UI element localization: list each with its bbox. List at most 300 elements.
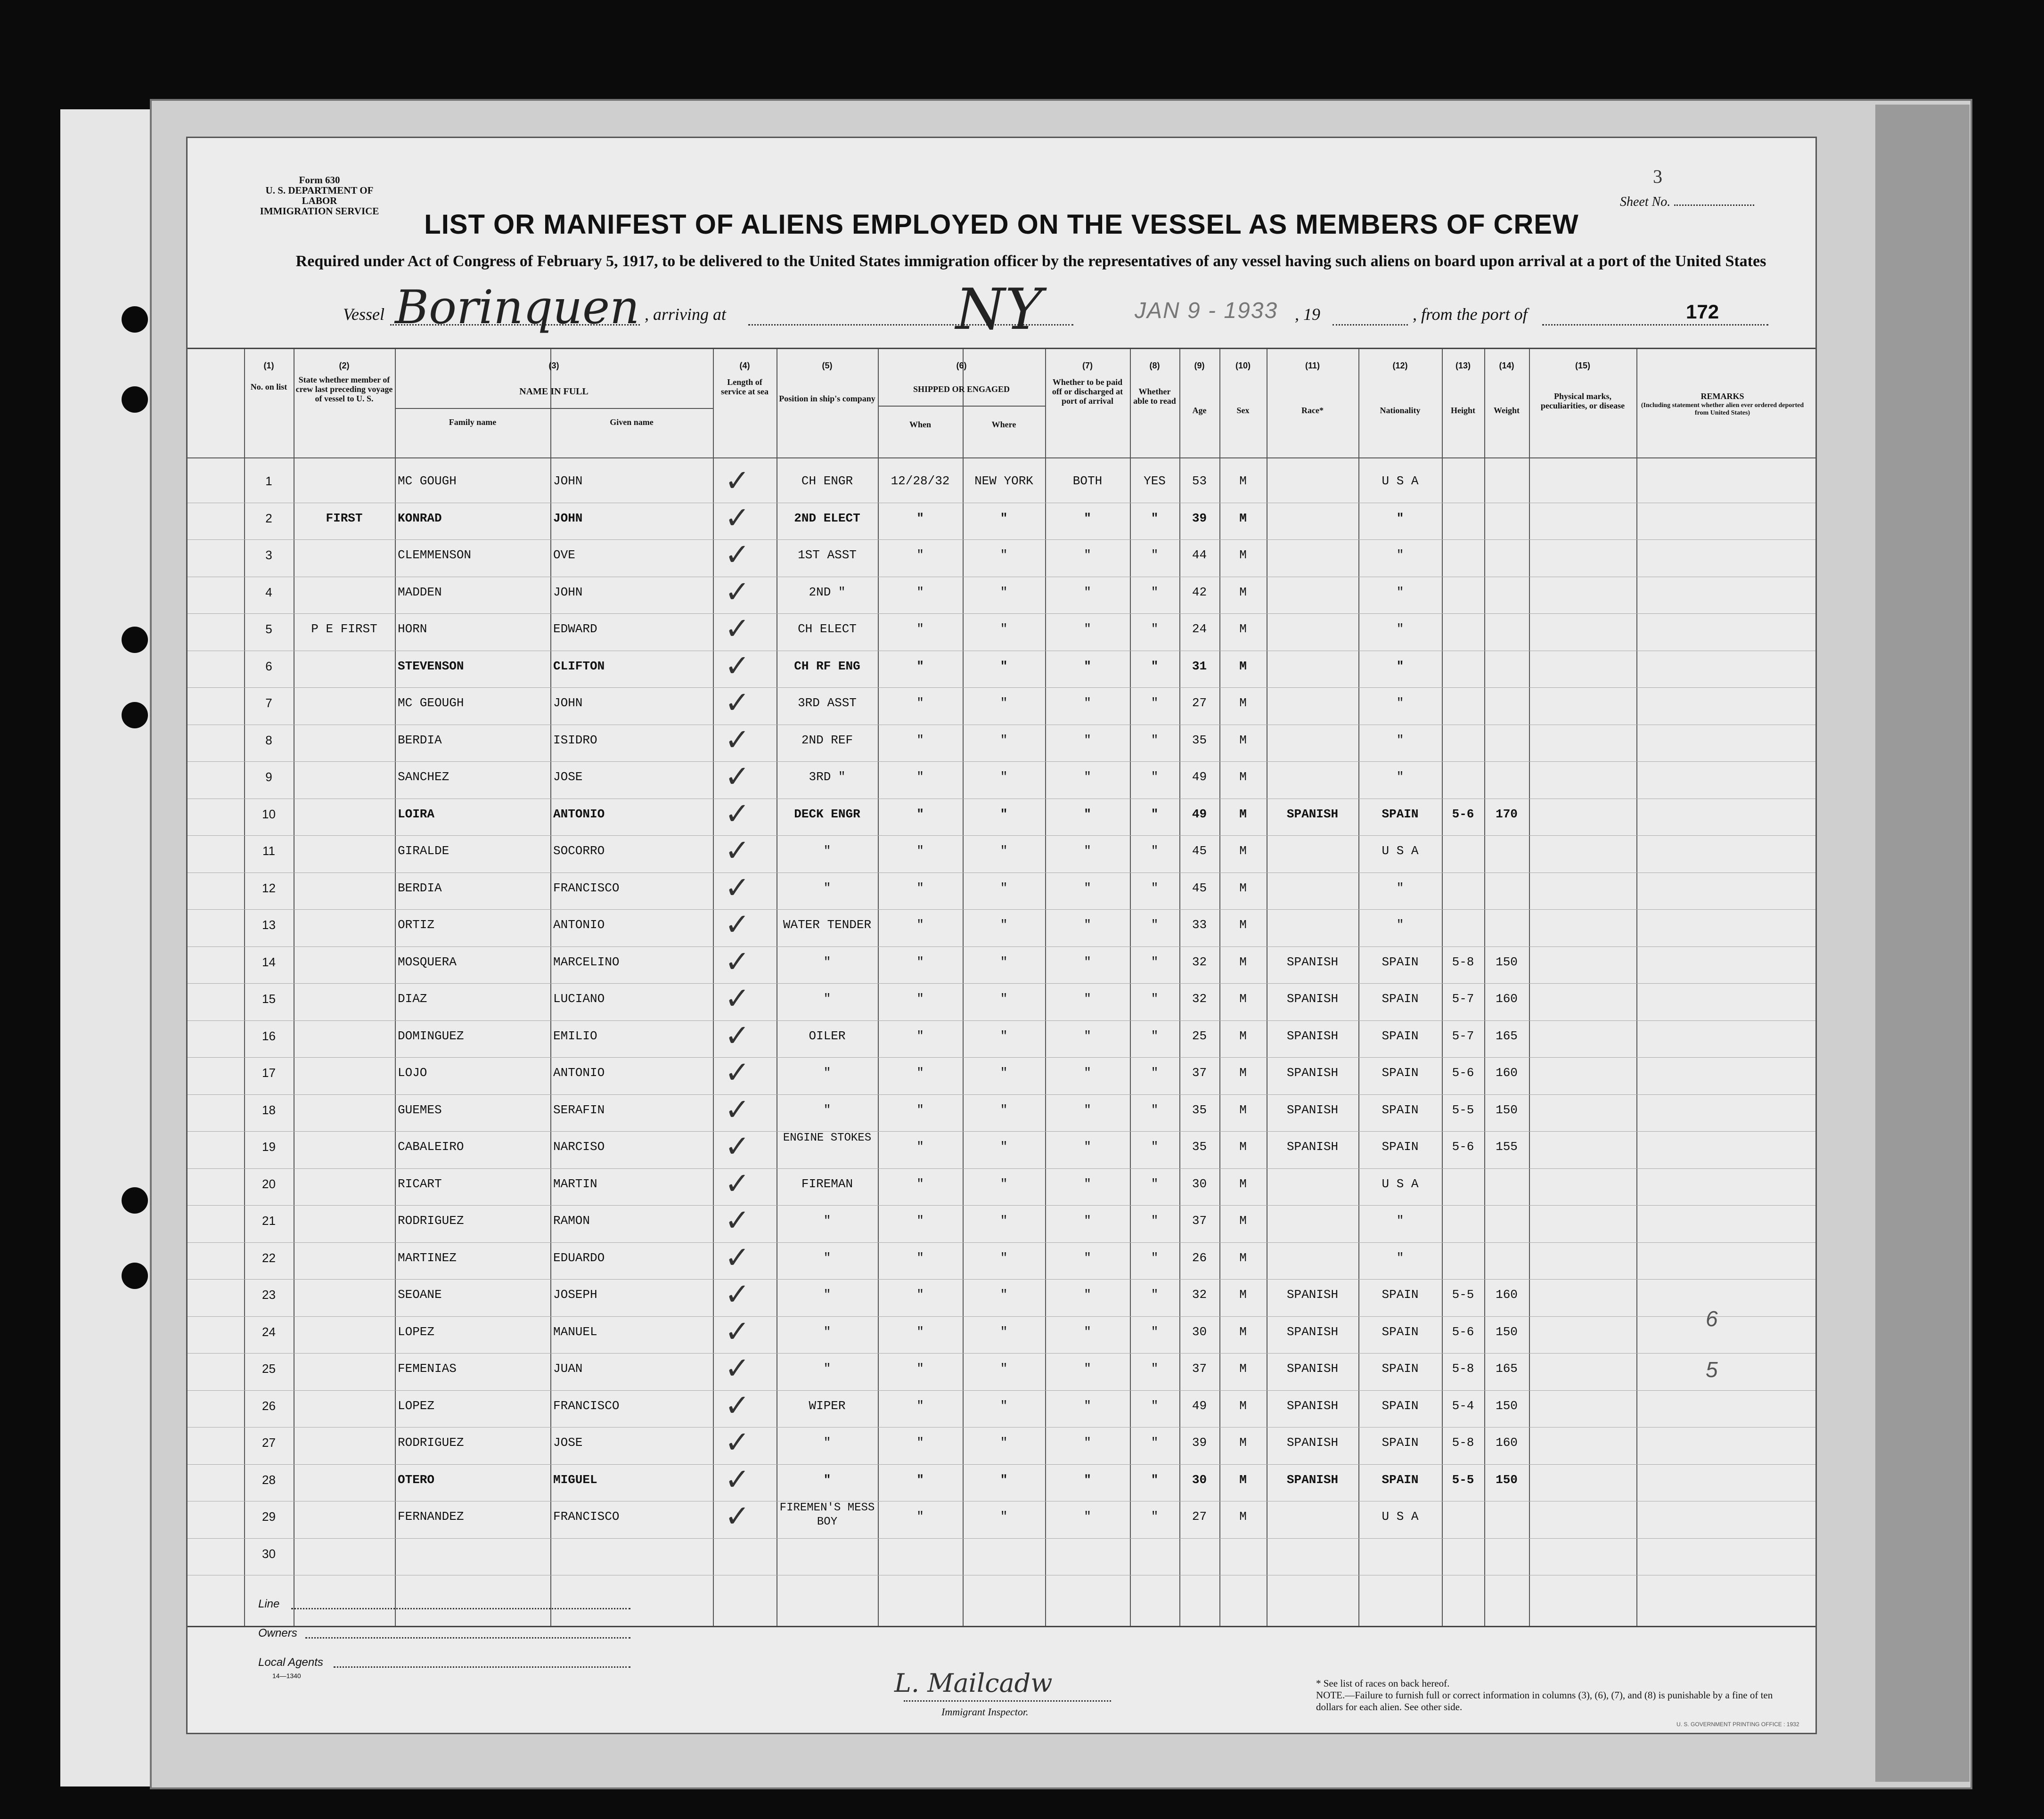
- row-when: ": [916, 1250, 924, 1265]
- crew-table: [188, 348, 1815, 1627]
- row-nationality: SPAIN: [1382, 1102, 1419, 1117]
- checkmark: ✓: [725, 1166, 750, 1201]
- row-paid-off: ": [1084, 1398, 1091, 1413]
- row-paid-off: ": [1084, 1250, 1091, 1265]
- row-number: 17: [262, 1066, 276, 1080]
- row-weight: 150: [1496, 1398, 1518, 1413]
- row-height: 5-8: [1452, 1362, 1474, 1376]
- row-given-name: JOSEPH: [553, 1288, 597, 1302]
- row-family-name: MADDEN: [398, 585, 442, 599]
- row-given-name: OVE: [553, 548, 575, 562]
- row-family-name: HORN: [398, 622, 427, 636]
- row-where: ": [1000, 954, 1008, 969]
- row-family-name: FERNANDEZ: [398, 1509, 464, 1524]
- row-position: 3RD ASST: [798, 696, 857, 710]
- row-sex: M: [1239, 770, 1247, 784]
- sheet-number-field: [1620, 195, 1754, 210]
- row-given-name: MIGUEL: [553, 1472, 597, 1487]
- row-where: ": [1000, 1288, 1008, 1302]
- checkmark: ✓: [725, 1462, 750, 1497]
- row-given-name: MARTIN: [553, 1176, 597, 1191]
- row-able-read: ": [1151, 1436, 1159, 1450]
- row-position: ": [823, 992, 831, 1006]
- row-nationality: U S A: [1382, 1176, 1419, 1191]
- row-where: ": [1000, 1176, 1008, 1191]
- row-weight: 150: [1496, 1324, 1518, 1339]
- row-age: 39: [1192, 1436, 1207, 1450]
- row-paid-off: ": [1084, 1472, 1091, 1487]
- column-rule: [1045, 349, 1046, 1626]
- row-position: ": [823, 1362, 831, 1376]
- row-paid-off: ": [1084, 1066, 1091, 1080]
- row-paid-off: ": [1084, 1028, 1091, 1043]
- row-number: 4: [265, 585, 272, 599]
- row-race: SPANISH: [1286, 1324, 1339, 1339]
- row-number: 20: [262, 1176, 276, 1191]
- row-nationality: ": [1396, 696, 1404, 710]
- row-age: 53: [1192, 474, 1207, 488]
- row-family-name: BERDIA: [398, 881, 442, 895]
- row-able-read: ": [1151, 1288, 1159, 1302]
- row-height: 5-6: [1452, 1140, 1474, 1154]
- row-where: ": [1000, 511, 1008, 525]
- row-rule: [188, 1131, 1815, 1132]
- row-given-name: EMILIO: [553, 1028, 597, 1043]
- checkmark: ✓: [725, 1203, 750, 1238]
- row-rule: [188, 1316, 1815, 1317]
- row-race: SPANISH: [1286, 992, 1339, 1006]
- agents-label: Local Agents: [258, 1656, 323, 1669]
- row-height: 5-5: [1452, 1288, 1474, 1302]
- row-height: 5-6: [1452, 1066, 1474, 1080]
- checkmark: ✓: [725, 1240, 750, 1275]
- row-when: ": [916, 548, 924, 562]
- row-when: ": [916, 844, 924, 858]
- column-number: (14): [1499, 361, 1514, 370]
- row-nationality: SPAIN: [1382, 1028, 1419, 1043]
- row-paid-off: ": [1084, 918, 1091, 932]
- row-given-name: FRANCISCO: [553, 1509, 620, 1524]
- row-age: 30: [1192, 1176, 1207, 1191]
- row-when: ": [916, 1028, 924, 1043]
- row-position: ": [823, 954, 831, 969]
- row-rule: [188, 613, 1815, 614]
- date-stamp: JAN 9 - 1933: [1135, 298, 1278, 323]
- row-number: 6: [265, 659, 272, 673]
- row-number: 15: [262, 992, 276, 1006]
- row-given-name: JOHN: [553, 474, 583, 488]
- vessel-name: Borinquen: [395, 281, 640, 334]
- column-rule: [550, 349, 551, 1626]
- row-number: 10: [262, 807, 276, 821]
- header-paid-off: Whether to be paid off or discharged at port of arrival: [1052, 377, 1123, 406]
- row-sex: M: [1239, 1324, 1247, 1339]
- row-nationality: SPAIN: [1382, 1140, 1419, 1154]
- row-state: P E FIRST: [311, 622, 377, 636]
- checkmark: ✓: [725, 1499, 750, 1534]
- row-position: 2ND ELECT: [794, 511, 860, 525]
- row-family-name: MOSQUERA: [398, 954, 457, 969]
- row-rule: [188, 1057, 1815, 1058]
- row-height: 5-6: [1452, 1324, 1474, 1339]
- row-sex: M: [1239, 1214, 1247, 1228]
- row-race: SPANISH: [1286, 1066, 1339, 1080]
- row-weight: 150: [1496, 1102, 1518, 1117]
- row-given-name: CLIFTON: [553, 659, 605, 673]
- row-where: ": [1000, 1472, 1008, 1487]
- form-number: Form 630: [299, 174, 340, 186]
- row-sex: M: [1239, 696, 1247, 710]
- row-family-name: CABALEIRO: [398, 1140, 464, 1154]
- row-sex: M: [1239, 1362, 1247, 1376]
- row-rule: [188, 1168, 1815, 1169]
- row-able-read: ": [1151, 1509, 1159, 1524]
- from-port-label: , from the port of: [1413, 305, 1528, 324]
- row-able-read: ": [1151, 511, 1159, 525]
- row-where: ": [1000, 622, 1008, 636]
- row-able-read: ": [1151, 1398, 1159, 1413]
- row-rule: [188, 835, 1815, 836]
- row-paid-off: ": [1084, 1436, 1091, 1450]
- row-paid-off: ": [1084, 622, 1091, 636]
- header-length-service: Length of service at sea: [721, 377, 769, 396]
- row-age: 37: [1192, 1362, 1207, 1376]
- row-given-name: MARCELINO: [553, 954, 620, 969]
- row-number: 12: [262, 881, 276, 895]
- row-family-name: FEMENIAS: [398, 1362, 457, 1376]
- row-rule: [188, 1094, 1815, 1095]
- column-number: (5): [822, 361, 833, 370]
- printer-imprint: U. S. GOVERNMENT PRINTING OFFICE : 1932: [1676, 1721, 1799, 1728]
- inspector-signature: L. Mailcadw: [894, 1668, 1053, 1698]
- row-where: ": [1000, 1028, 1008, 1043]
- checkmark: ✓: [725, 1277, 750, 1312]
- row-paid-off: BOTH: [1072, 474, 1103, 488]
- row-weight: 150: [1496, 1472, 1518, 1487]
- row-paid-off: ": [1084, 992, 1091, 1006]
- row-when: ": [916, 1509, 924, 1524]
- row-given-name: MANUEL: [553, 1324, 597, 1339]
- row-able-read: ": [1151, 1066, 1159, 1080]
- row-height: 5-7: [1452, 992, 1474, 1006]
- row-number: 25: [262, 1362, 276, 1376]
- row-when: ": [916, 1214, 924, 1228]
- checkmark: ✓: [725, 574, 750, 610]
- column-rule: [963, 349, 964, 1626]
- column-number: (3): [548, 361, 559, 370]
- year-label: , 19: [1295, 305, 1320, 324]
- row-number: 22: [262, 1250, 276, 1265]
- row-position: WATER TENDER: [783, 918, 872, 932]
- row-when: ": [916, 881, 924, 895]
- row-position: ": [823, 1066, 831, 1080]
- row-nationality: SPAIN: [1382, 1398, 1419, 1413]
- row-family-name: LOPEZ: [398, 1324, 435, 1339]
- row-height: 5-5: [1452, 1472, 1474, 1487]
- header-position: Position in ship's company: [779, 394, 875, 403]
- row-number: 14: [262, 954, 276, 969]
- vessel-line: [343, 277, 1766, 343]
- header-state-whether: State whether member of crew last preceding voyage of vessel to U. S.: [295, 375, 393, 403]
- row-position: CH ENGR: [801, 474, 853, 488]
- row-paid-off: ": [1084, 881, 1091, 895]
- row-weight: 155: [1496, 1140, 1518, 1154]
- row-nationality: ": [1396, 1214, 1404, 1228]
- column-number: (1): [263, 361, 274, 370]
- row-where: ": [1000, 992, 1008, 1006]
- row-family-name: BERDIA: [398, 733, 442, 747]
- row-given-name: LUCIANO: [553, 992, 605, 1006]
- header-where: Where: [991, 420, 1016, 429]
- arriving-port: NY: [956, 277, 1043, 343]
- row-where: ": [1000, 881, 1008, 895]
- row-paid-off: ": [1084, 954, 1091, 969]
- row-position: ": [823, 1436, 831, 1450]
- row-family-name: KONRAD: [398, 511, 442, 525]
- sheet-mark: 3: [1653, 166, 1662, 187]
- row-paid-off: ": [1084, 770, 1091, 784]
- punch-hole: [122, 386, 148, 413]
- checkmark: ✓: [725, 538, 750, 572]
- row-paid-off: ": [1084, 548, 1091, 562]
- row-position: DECK ENGR: [794, 807, 860, 821]
- row-where: ": [1000, 659, 1008, 673]
- row-nationality: U S A: [1382, 474, 1419, 488]
- row-family-name: LOIRA: [398, 807, 435, 821]
- row-sex: M: [1239, 844, 1247, 858]
- row-given-name: ISIDRO: [553, 733, 597, 747]
- row-age: 24: [1192, 622, 1207, 636]
- row-paid-off: ": [1084, 696, 1091, 710]
- row-able-read: ": [1151, 1028, 1159, 1043]
- row-position: ": [823, 1324, 831, 1339]
- column-number: (8): [1149, 361, 1160, 370]
- row-able-read: ": [1151, 1176, 1159, 1191]
- row-number: 3: [265, 548, 272, 562]
- row-age: 39: [1192, 511, 1207, 525]
- row-nationality: ": [1396, 585, 1404, 599]
- row-position: OILER: [809, 1028, 846, 1043]
- row-age: 31: [1192, 659, 1207, 673]
- checkmark: ✓: [725, 1388, 750, 1423]
- row-family-name: RODRIGUEZ: [398, 1436, 464, 1450]
- column-rule: [1636, 349, 1637, 1626]
- header-able-read: Whether able to read: [1133, 387, 1176, 406]
- row-rule: [188, 1390, 1815, 1391]
- column-rule: [1484, 349, 1485, 1626]
- row-sex: M: [1239, 1509, 1247, 1524]
- row-race: SPANISH: [1286, 1436, 1339, 1450]
- row-when: ": [916, 1140, 924, 1154]
- row-paid-off: ": [1084, 807, 1091, 821]
- row-age: 49: [1192, 770, 1207, 784]
- row-when: ": [916, 1102, 924, 1117]
- row-rule: [188, 946, 1815, 947]
- row-age: 45: [1192, 881, 1207, 895]
- race-note: * See list of races on back hereof.: [1316, 1678, 1450, 1689]
- row-sex: M: [1239, 1398, 1247, 1413]
- column-rule: [1219, 349, 1220, 1626]
- row-race: SPANISH: [1286, 1362, 1339, 1376]
- row-nationality: SPAIN: [1382, 1066, 1419, 1080]
- row-given-name: EDWARD: [553, 622, 597, 636]
- row-sex: M: [1239, 733, 1247, 747]
- row-sex: M: [1239, 585, 1247, 599]
- header-height: Height: [1451, 406, 1475, 415]
- header-when: When: [909, 420, 931, 429]
- required-text: Required under Act of Congress of February 5, 1917, to be delivered to the United States immigration officer by the representatives of any vessel having such aliens on board upon arrival at a port of the United States: [295, 253, 1766, 270]
- row-sex: M: [1239, 1028, 1247, 1043]
- row-where: ": [1000, 844, 1008, 858]
- row-height: 5-4: [1452, 1398, 1474, 1413]
- row-position: ": [823, 1250, 831, 1265]
- row-rule: [188, 539, 1815, 540]
- row-where: ": [1000, 696, 1008, 710]
- row-nationality: U S A: [1382, 1509, 1419, 1524]
- row-when: ": [916, 1324, 924, 1339]
- column-number: (10): [1235, 361, 1251, 370]
- column-number: (4): [739, 361, 750, 370]
- column-number: (12): [1392, 361, 1408, 370]
- checkmark: ✓: [725, 981, 750, 1016]
- row-given-name: ANTONIO: [553, 918, 605, 932]
- row-age: 49: [1192, 1398, 1207, 1413]
- row-position: ": [823, 844, 831, 858]
- row-sex: M: [1239, 918, 1247, 932]
- arriving-label: , arriving at: [645, 305, 727, 324]
- column-rule: [878, 349, 879, 1626]
- row-sex: M: [1239, 1472, 1247, 1487]
- row-number: 28: [262, 1472, 276, 1487]
- row-given-name: EDUARDO: [553, 1250, 605, 1265]
- row-position: 2ND REF: [801, 733, 853, 747]
- row-weight: 165: [1496, 1028, 1518, 1043]
- column-rule: [1358, 349, 1359, 1626]
- row-given-name: FRANCISCO: [553, 881, 620, 895]
- row-number: 26: [262, 1398, 276, 1413]
- checkmark: ✓: [725, 944, 750, 979]
- checkmark: ✓: [725, 1092, 750, 1127]
- sheet-no-label: Sheet No.: [1620, 195, 1671, 209]
- row-family-name: MC GEOUGH: [398, 696, 464, 710]
- row-number: 23: [262, 1288, 276, 1302]
- row-nationality: SPAIN: [1382, 1324, 1419, 1339]
- row-given-name: JUAN: [553, 1362, 583, 1376]
- row-sex: M: [1239, 992, 1247, 1006]
- row-position: ": [823, 1214, 831, 1228]
- row-when: ": [916, 992, 924, 1006]
- checkmark: ✓: [725, 907, 750, 942]
- row-height: 5-6: [1452, 807, 1474, 821]
- row-number: 1: [265, 474, 272, 488]
- row-sex: M: [1239, 622, 1247, 636]
- row-nationality: ": [1396, 733, 1404, 747]
- row-paid-off: ": [1084, 1176, 1091, 1191]
- row-position: CH RF ENG: [794, 659, 860, 673]
- row-able-read: YES: [1144, 474, 1166, 488]
- row-nationality: SPAIN: [1382, 1472, 1419, 1487]
- row-nationality: ": [1396, 511, 1404, 525]
- row-where: ": [1000, 918, 1008, 932]
- row-sex: M: [1239, 474, 1247, 488]
- row-age: 35: [1192, 733, 1207, 747]
- page-number: 172: [1686, 301, 1719, 323]
- row-when: ": [916, 1436, 924, 1450]
- row-number: 24: [262, 1324, 276, 1339]
- row-paid-off: ": [1084, 1509, 1091, 1524]
- row-race: SPANISH: [1286, 1472, 1339, 1487]
- row-number: 29: [262, 1509, 276, 1524]
- row-weight: 160: [1496, 1436, 1518, 1450]
- row-able-read: ": [1151, 992, 1159, 1006]
- row-weight: 160: [1496, 1066, 1518, 1080]
- row-position: FIREMAN: [801, 1176, 853, 1191]
- row-able-read: ": [1151, 1362, 1159, 1376]
- column-number: (7): [1082, 361, 1093, 370]
- row-when: ": [916, 770, 924, 784]
- backing-sheet-edge: [1875, 105, 1970, 1782]
- row-nationality: SPAIN: [1382, 1436, 1419, 1450]
- row-age: 42: [1192, 585, 1207, 599]
- row-family-name: GIRALDE: [398, 844, 450, 858]
- row-position: FIREMEN'S MESS BOY: [779, 1501, 875, 1528]
- row-age: 30: [1192, 1472, 1207, 1487]
- header-sex: Sex: [1236, 406, 1250, 415]
- row-where: ": [1000, 807, 1008, 821]
- checkmark: ✓: [725, 759, 750, 794]
- row-state: FIRST: [326, 511, 363, 525]
- row-age: 35: [1192, 1102, 1207, 1117]
- checkmark: ✓: [725, 833, 750, 868]
- row-able-read: ": [1151, 954, 1159, 969]
- row-family-name: OTERO: [398, 1472, 435, 1487]
- row-age: 25: [1192, 1028, 1207, 1043]
- row-given-name: JOHN: [553, 696, 583, 710]
- row-where: ": [1000, 733, 1008, 747]
- row-able-read: ": [1151, 1250, 1159, 1265]
- row-paid-off: ": [1084, 1324, 1091, 1339]
- margin-mark-1: 6: [1706, 1306, 1718, 1331]
- row-when: ": [916, 807, 924, 821]
- row-age: 32: [1192, 992, 1207, 1006]
- row-nationality: SPAIN: [1382, 992, 1419, 1006]
- column-rule: [1529, 349, 1530, 1626]
- row-number: 13: [262, 918, 276, 932]
- checkmark: ✓: [725, 612, 750, 646]
- row-able-read: ": [1151, 548, 1159, 562]
- row-number: 5: [265, 622, 272, 636]
- row-where: ": [1000, 770, 1008, 784]
- row-nationality: SPAIN: [1382, 954, 1419, 969]
- header-weight: Weight: [1493, 406, 1520, 415]
- row-nationality: ": [1396, 881, 1404, 895]
- row-nationality: ": [1396, 659, 1404, 673]
- vessel-label: Vessel: [343, 305, 384, 324]
- row-able-read: ": [1151, 881, 1159, 895]
- row-sex: M: [1239, 1140, 1247, 1154]
- row-age: 27: [1192, 696, 1207, 710]
- row-nationality: SPAIN: [1382, 1362, 1419, 1376]
- row-given-name: SOCORRO: [553, 844, 605, 858]
- agents-code: 14—1340: [272, 1672, 301, 1680]
- row-paid-off: ": [1084, 659, 1091, 673]
- page-title: LIST OR MANIFEST OF ALIENS EMPLOYED ON THE VESSEL AS MEMBERS OF CREW: [424, 209, 1579, 240]
- row-able-read: ": [1151, 1140, 1159, 1154]
- row-number: 27: [262, 1436, 276, 1450]
- row-when: ": [916, 1176, 924, 1191]
- header-bottom-rule: [188, 457, 1815, 458]
- row-given-name: JOSE: [553, 1436, 583, 1450]
